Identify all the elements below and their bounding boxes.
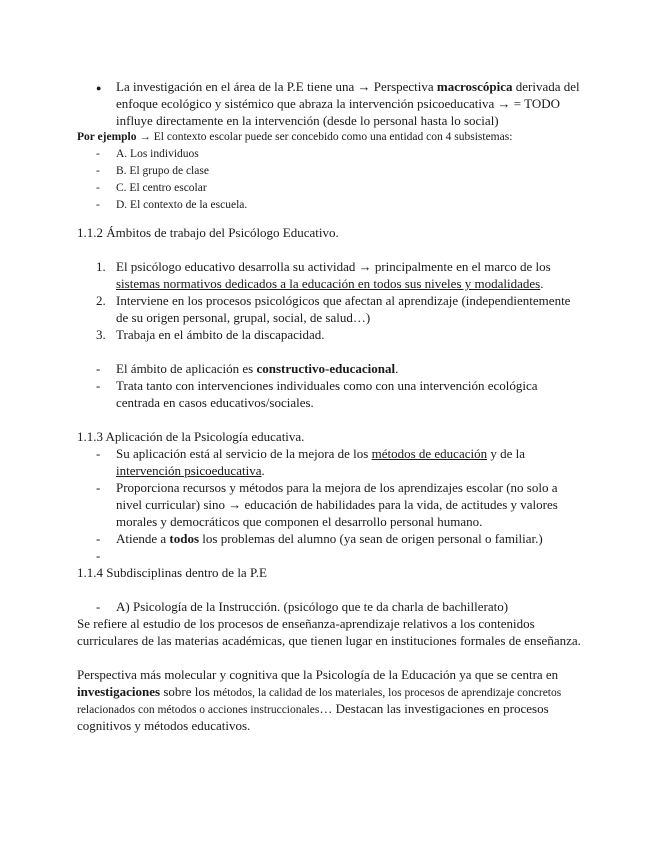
atiende-bold: todos [169, 531, 200, 546]
subdisciplina-item: A) Psicología de la Instrucción. (psicólogo que te da charla de bachillerato) [116, 599, 509, 614]
ambito-text: El ámbito de aplicación es [116, 361, 257, 376]
ambito-bold: constructivo-educacional [256, 361, 396, 376]
intro-line-1 [116, 78, 580, 95]
aplicacion-text: Su aplicación está al servicio de la mejora de los [116, 446, 372, 461]
dash-marker: - [96, 548, 101, 563]
ambito-line [116, 360, 398, 377]
intro-line-2: enfoque ecológico y sistémico que abraza la intervención psicoeducativa → = TODO [116, 96, 561, 111]
section-heading-1-1-3: 1.1.3 Aplicación de la Psicología educativa. [77, 429, 305, 444]
bullet-marker: ● [96, 83, 102, 93]
intro-line-3: influye directamente en la intervención (desde lo personal hasta lo social) [116, 113, 499, 128]
dash-marker: - [96, 480, 101, 495]
small-text: métodos, la calidad de los materiales, los procesos de aprendizaje concretos [213, 687, 562, 699]
trata-line-2: centrada en casos educativos/sociales. [116, 395, 314, 410]
paragraph-2-line-4: cognitivos y métodos educativos. [77, 718, 251, 733]
ejemplo-text: → El contexto escolar puede ser concebido como una entidad con 4 subsistemas: [136, 131, 513, 143]
aplicacion-text: y de la [487, 446, 525, 461]
dash-marker: - [96, 361, 101, 376]
dash-marker: - [96, 446, 101, 461]
intro-bold: macroscópica [436, 79, 513, 94]
paragraph-2-line-1: Perspectiva más molecular y cognitiva que la Psicología de la Educación ya que se centra en [77, 667, 559, 682]
intro-text: La investigación en el área de la P.E tiene una → Perspectiva [116, 79, 437, 94]
ejemplo-label: Por ejemplo [77, 131, 137, 143]
atiende-line [116, 530, 543, 547]
ejemplo-item: B. El grupo de clase [116, 165, 209, 177]
intro-text: derivada del [512, 79, 580, 94]
ejemplo-line [77, 129, 512, 146]
paragraph-1-line-2: curriculares de las materias académicas, que tienen lugar en instituciones formales de enseñanza. [77, 633, 581, 648]
aplicacion-line-2 [116, 462, 265, 479]
numbered-item-3: Trabaja en el ámbito de la discapacidad. [116, 327, 325, 342]
numbered-item-1-line-2 [116, 275, 543, 292]
punctuation: . [395, 361, 399, 376]
underlined-text: sistemas normativos dedicados a la educación en todos sus niveles y modalidades [116, 276, 541, 291]
trata-line-1: Trata tanto con intervenciones individuales como con una intervención ecológica [116, 378, 538, 393]
number-marker: 3. [96, 327, 106, 342]
underlined-text: intervención psicoeducativa [116, 463, 262, 478]
numbered-item-1-line-1: El psicólogo educativo desarrolla su actividad → principalmente en el marco de los [116, 259, 551, 274]
dash-marker: - [96, 199, 100, 211]
number-marker: 2. [96, 293, 106, 308]
dash-marker: - [96, 165, 100, 177]
section-heading-1-1-4: 1.1.4 Subdisciplinas dentro de la P.E [77, 565, 267, 580]
dash-marker: - [96, 182, 100, 194]
numbered-item-2-line-1: Interviene en los procesos psicológicos que afectan al aprendizaje (independientemente [116, 293, 571, 308]
ejemplo-item: C. El centro escolar [116, 182, 207, 194]
ejemplo-item: A. Los individuos [116, 148, 199, 160]
paragraph-text: sobre los [160, 684, 214, 699]
dash-marker: - [96, 378, 101, 393]
recursos-line-1: Proporciona recursos y métodos para la mejora de los aprendizajes escolar (no solo a [116, 480, 558, 495]
paragraph-1-line-1: Se refiere al estudio de los procesos de enseñanza-aprendizaje relativos a los contenidos [77, 616, 535, 631]
dash-marker: - [96, 531, 101, 546]
ejemplo-item: D. El contexto de la escuela. [116, 199, 248, 211]
numbered-item-2-line-2: de su origen personal, grupal, social, de salud…) [116, 310, 371, 325]
recursos-line-2: nivel curricular) sino → educación de habilidades para la vida, de actitudes y valores [116, 497, 558, 512]
atiende-text: los problemas del alumno (ya sean de origen personal o familiar.) [199, 531, 543, 546]
section-heading-1-1-2: 1.1.2 Ámbitos de trabajo del Psicólogo Educativo. [77, 225, 339, 240]
dash-marker: - [96, 599, 101, 614]
atiende-text: Atiende a [116, 531, 170, 546]
punctuation: . [261, 463, 265, 478]
small-text: relacionados con métodos o acciones instruccionales [77, 704, 320, 716]
punctuation: . [540, 276, 544, 291]
bold-text: investigaciones [77, 684, 161, 699]
paragraph-text: … Destacan las investigaciones en procesos [319, 701, 549, 716]
dash-marker: - [96, 148, 100, 160]
number-marker: 1. [96, 259, 106, 274]
aplicacion-line-1 [116, 445, 525, 462]
recursos-line-3: morales y democráticos que componen el desarrollo personal humano. [116, 514, 483, 529]
underlined-text: métodos de educación [371, 446, 488, 461]
